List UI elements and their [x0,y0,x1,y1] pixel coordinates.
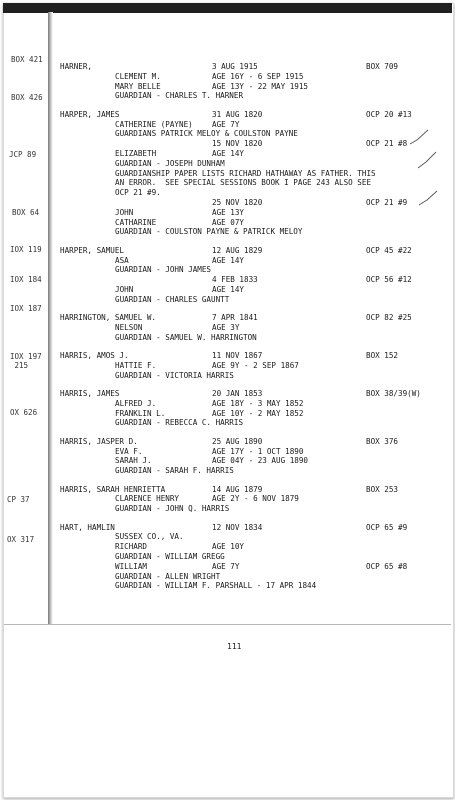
entry-age: AGE 14Y [212,148,245,158]
entry-date: 15 NOV 1820 [212,139,263,149]
entry-line [60,275,445,285]
entry-line [60,323,445,333]
entry-line [60,218,445,228]
entry-sub: GUARDIANS PATRICK MELOY & COULSTON PAYNE [115,129,298,139]
margin-note: BOX 426 [11,93,43,102]
entry-ref: BOX 152 [366,351,399,361]
entry-name: HARPER, JAMES [60,109,120,119]
entry-sub: EVA F. [115,446,143,456]
entry-line [60,120,445,130]
entry [60,485,445,514]
entry-line [60,361,445,371]
scan-top-edge [3,3,452,13]
entry-sub: CATHERINE (PAYNE) [115,119,193,129]
entry-age: AGE 17Y - 1 OCT 1890 [212,446,304,456]
entry-date: 3 AUG 1915 [212,62,258,71]
entry-line [60,265,445,275]
entry-age: AGE 13Y [212,207,245,217]
entry-ref: OCP 45 #22 [366,245,412,255]
entry-ref: OCP 56 #12 [366,275,412,285]
entry-line [60,333,445,343]
entry-line [60,389,445,399]
entry-name: HARNER, [60,62,93,71]
entry-age: AGE 2Y - 6 NOV 1879 [212,494,299,504]
entry-line [60,399,445,409]
entry-line [60,494,445,504]
entry-sub: ALFRED J. [115,398,157,408]
entry-sub: GUARDIAN - ALLEN WRIGHT [115,571,221,581]
entry-age: AGE 3Y [212,322,240,332]
entry-line [60,371,445,381]
entry-date: 12 NOV 1834 [212,522,263,532]
entry [60,62,445,101]
entry-line [60,532,445,542]
entry-line [60,437,445,447]
entry-sub: GUARDIAN - REBECCA C. HARRIS [115,418,244,428]
entry-age: AGE 7Y [212,561,240,571]
entry [60,523,445,592]
entry-line [60,149,445,159]
guardianship-entries [60,62,445,600]
entry-ref: OCP 21 #8 [366,139,408,149]
entry-sub: WILLIAM [115,561,148,571]
entry-date: 14 AUG 1879 [212,484,263,494]
entry-sub: GUARDIAN - WILLIAM F. PARSHALL - 17 APR 1844 [115,581,317,591]
entry-line [60,82,445,92]
entry-sub: GUARDIAN - VICTORIA HARRIS [115,370,234,380]
entry-ref: BOX 253 [366,484,399,494]
entry-date: 25 AUG 1890 [212,436,263,446]
entry-line [60,351,445,361]
entry-date: 25 NOV 1820 [212,197,263,207]
entry [60,389,445,428]
entry-name: HARRIS, JAMES [60,389,120,399]
entry-name: HARRINGTON, SAMUEL W. [60,313,157,323]
margin-note: IOX 184 [10,275,42,284]
entry-line [60,485,445,495]
entry-sub: SARAH J. [115,456,152,466]
entry-age: AGE 04Y - 23 AUG 1890 [212,456,309,466]
entry-ref: BOX 709 [366,62,399,71]
entry-line [60,456,445,466]
entry-sub: GUARDIANSHIP PAPER LISTS RICHARD HATHAWAY AS FATHER. THIS [115,168,376,178]
entry-sub: FRANKLIN L. [115,408,166,418]
entry-line [60,581,445,591]
entry-ref: BOX 376 [366,436,399,446]
entry-sub: GUARDIAN - SAMUEL W. HARRINGTON [115,332,257,342]
entry-ref: OCP 65 #9 [366,522,408,532]
entry-sub: OCP 21 #9. [115,188,161,198]
entry-ref: OCP 20 #13 [366,109,412,119]
entry-sub: GUARDIAN - CHARLES T. HARNER [115,91,244,101]
entry-sub: JOHN [115,284,134,294]
entry [60,110,445,237]
entry-sub: GUARDIAN - COULSTON PAYNE & PATRICK MELOY [115,227,303,237]
entry [60,437,445,476]
entry-sub: NELSON [115,322,143,332]
entry-line [60,72,445,82]
entry-sub: CLARENCE HENRY [115,494,180,504]
margin-note: BOX 421 [11,55,43,64]
entry-date: 31 AUG 1820 [212,109,263,119]
entry-age: AGE 9Y - 2 SEP 1867 [212,360,299,370]
margin-note: IOX 119 [10,245,42,254]
entry-sub: RICHARD [115,542,148,552]
entry-line [60,409,445,419]
entry-name: HART, HAMLIN [60,522,115,532]
margin-note: OX 317 [7,535,35,544]
entry-age: AGE 14Y [212,255,245,265]
entry-line [60,466,445,476]
entry-line [60,285,445,295]
entry-ref: OCP 65 #8 [366,561,408,571]
entry-age: AGE 7Y [212,119,240,129]
entry-line [60,523,445,533]
entry-line [60,198,445,208]
entry-ref: OCP 21 #9 [366,197,408,207]
entry-line [60,129,445,139]
entry-date: 20 JAN 1853 [212,389,263,399]
entry-line [60,418,445,428]
entry-line [60,295,445,305]
entry-sub: SUSSEX CO., VA. [115,532,184,542]
margin-note: CP 37 [7,495,30,504]
margin-note: BOX 64 [12,208,40,217]
entry-ref: OCP 82 #25 [366,313,412,323]
entry-line [60,188,445,198]
entry [60,351,445,380]
entry-line [60,208,445,218]
margin-note: IOX 187 [10,304,42,313]
entry [60,313,445,342]
entry-sub: GUARDIAN - SARAH F. HARRIS [115,466,234,476]
entry-age: AGE 10Y - 2 MAY 1852 [212,408,304,418]
entry-line [60,159,445,169]
margin-note: OX 626 [10,408,38,417]
entry-line [60,139,445,149]
entry-line [60,246,445,256]
entry-name: HARRIS, JASPER D. [60,436,138,446]
entry-sub: AN ERROR. SEE SPECIAL SESSIONS BOOK I PAGE 243 ALSO SEE [115,178,372,188]
entry-sub: HATTIE F. [115,360,157,370]
entry-name: HARRIS, AMOS J. [60,351,129,361]
entry-sub: ELIZABETH [115,148,157,158]
entry-line [60,542,445,552]
entry-age: AGE 13Y - 22 MAY 1915 [212,81,309,91]
entry-age: AGE 18Y - 3 MAY 1852 [212,398,304,408]
entry-sub: GUARDIAN - JOHN JAMES [115,265,212,275]
page-number: 111 [227,642,242,651]
entry-line [60,169,445,179]
entry-sub: MARY BELLE [115,81,161,91]
entry-date: 4 FEB 1833 [212,275,258,285]
entry-date: 11 NOV 1867 [212,351,263,361]
entry-line [60,562,445,572]
entry-ref: BOX 38/39(W) [366,389,421,399]
entry-sub: CATHARINE [115,217,157,227]
entry-age: AGE 16Y - 6 SEP 1915 [212,71,304,81]
entry-sub: GUARDIAN - JOSEPH DUNHAM [115,158,225,168]
entry-name: HARPER, SAMUEL [60,245,125,255]
entry-line [60,504,445,514]
entry-line [60,62,445,72]
entry-sub: GUARDIAN - CHARLES GAUNTT [115,294,230,304]
entry-line [60,256,445,266]
entry-name: HARRIS, SARAH HENRIETTA [60,484,166,494]
page-bottom-edge [4,624,451,625]
entry-line [60,552,445,562]
entry-sub: ASA [115,255,129,265]
entry-sub: GUARDIAN - JOHN Q. HARRIS [115,504,230,514]
entry-age: AGE 10Y [212,542,245,552]
entry-sub: CLEMENT M. [115,71,161,81]
entry-line [60,178,445,188]
entry [60,246,445,305]
entry-line [60,313,445,323]
entry-age: AGE 14Y [212,284,245,294]
entry-line [60,110,445,120]
entry-sub: JOHN [115,207,134,217]
entry-line [60,91,445,101]
entry-date: 12 AUG 1829 [212,245,263,255]
entry-line [60,447,445,457]
margin-note: IOX 197 215 [10,352,42,370]
entry-line [60,572,445,582]
entry-line [60,227,445,237]
page-fold-shadow [48,12,53,624]
entry-age: AGE 07Y [212,217,245,227]
margin-note: JCP 89 [9,150,37,159]
entry-date: 7 APR 1841 [212,313,258,323]
entry-sub: GUARDIAN - WILLIAM GREGG [115,552,225,562]
